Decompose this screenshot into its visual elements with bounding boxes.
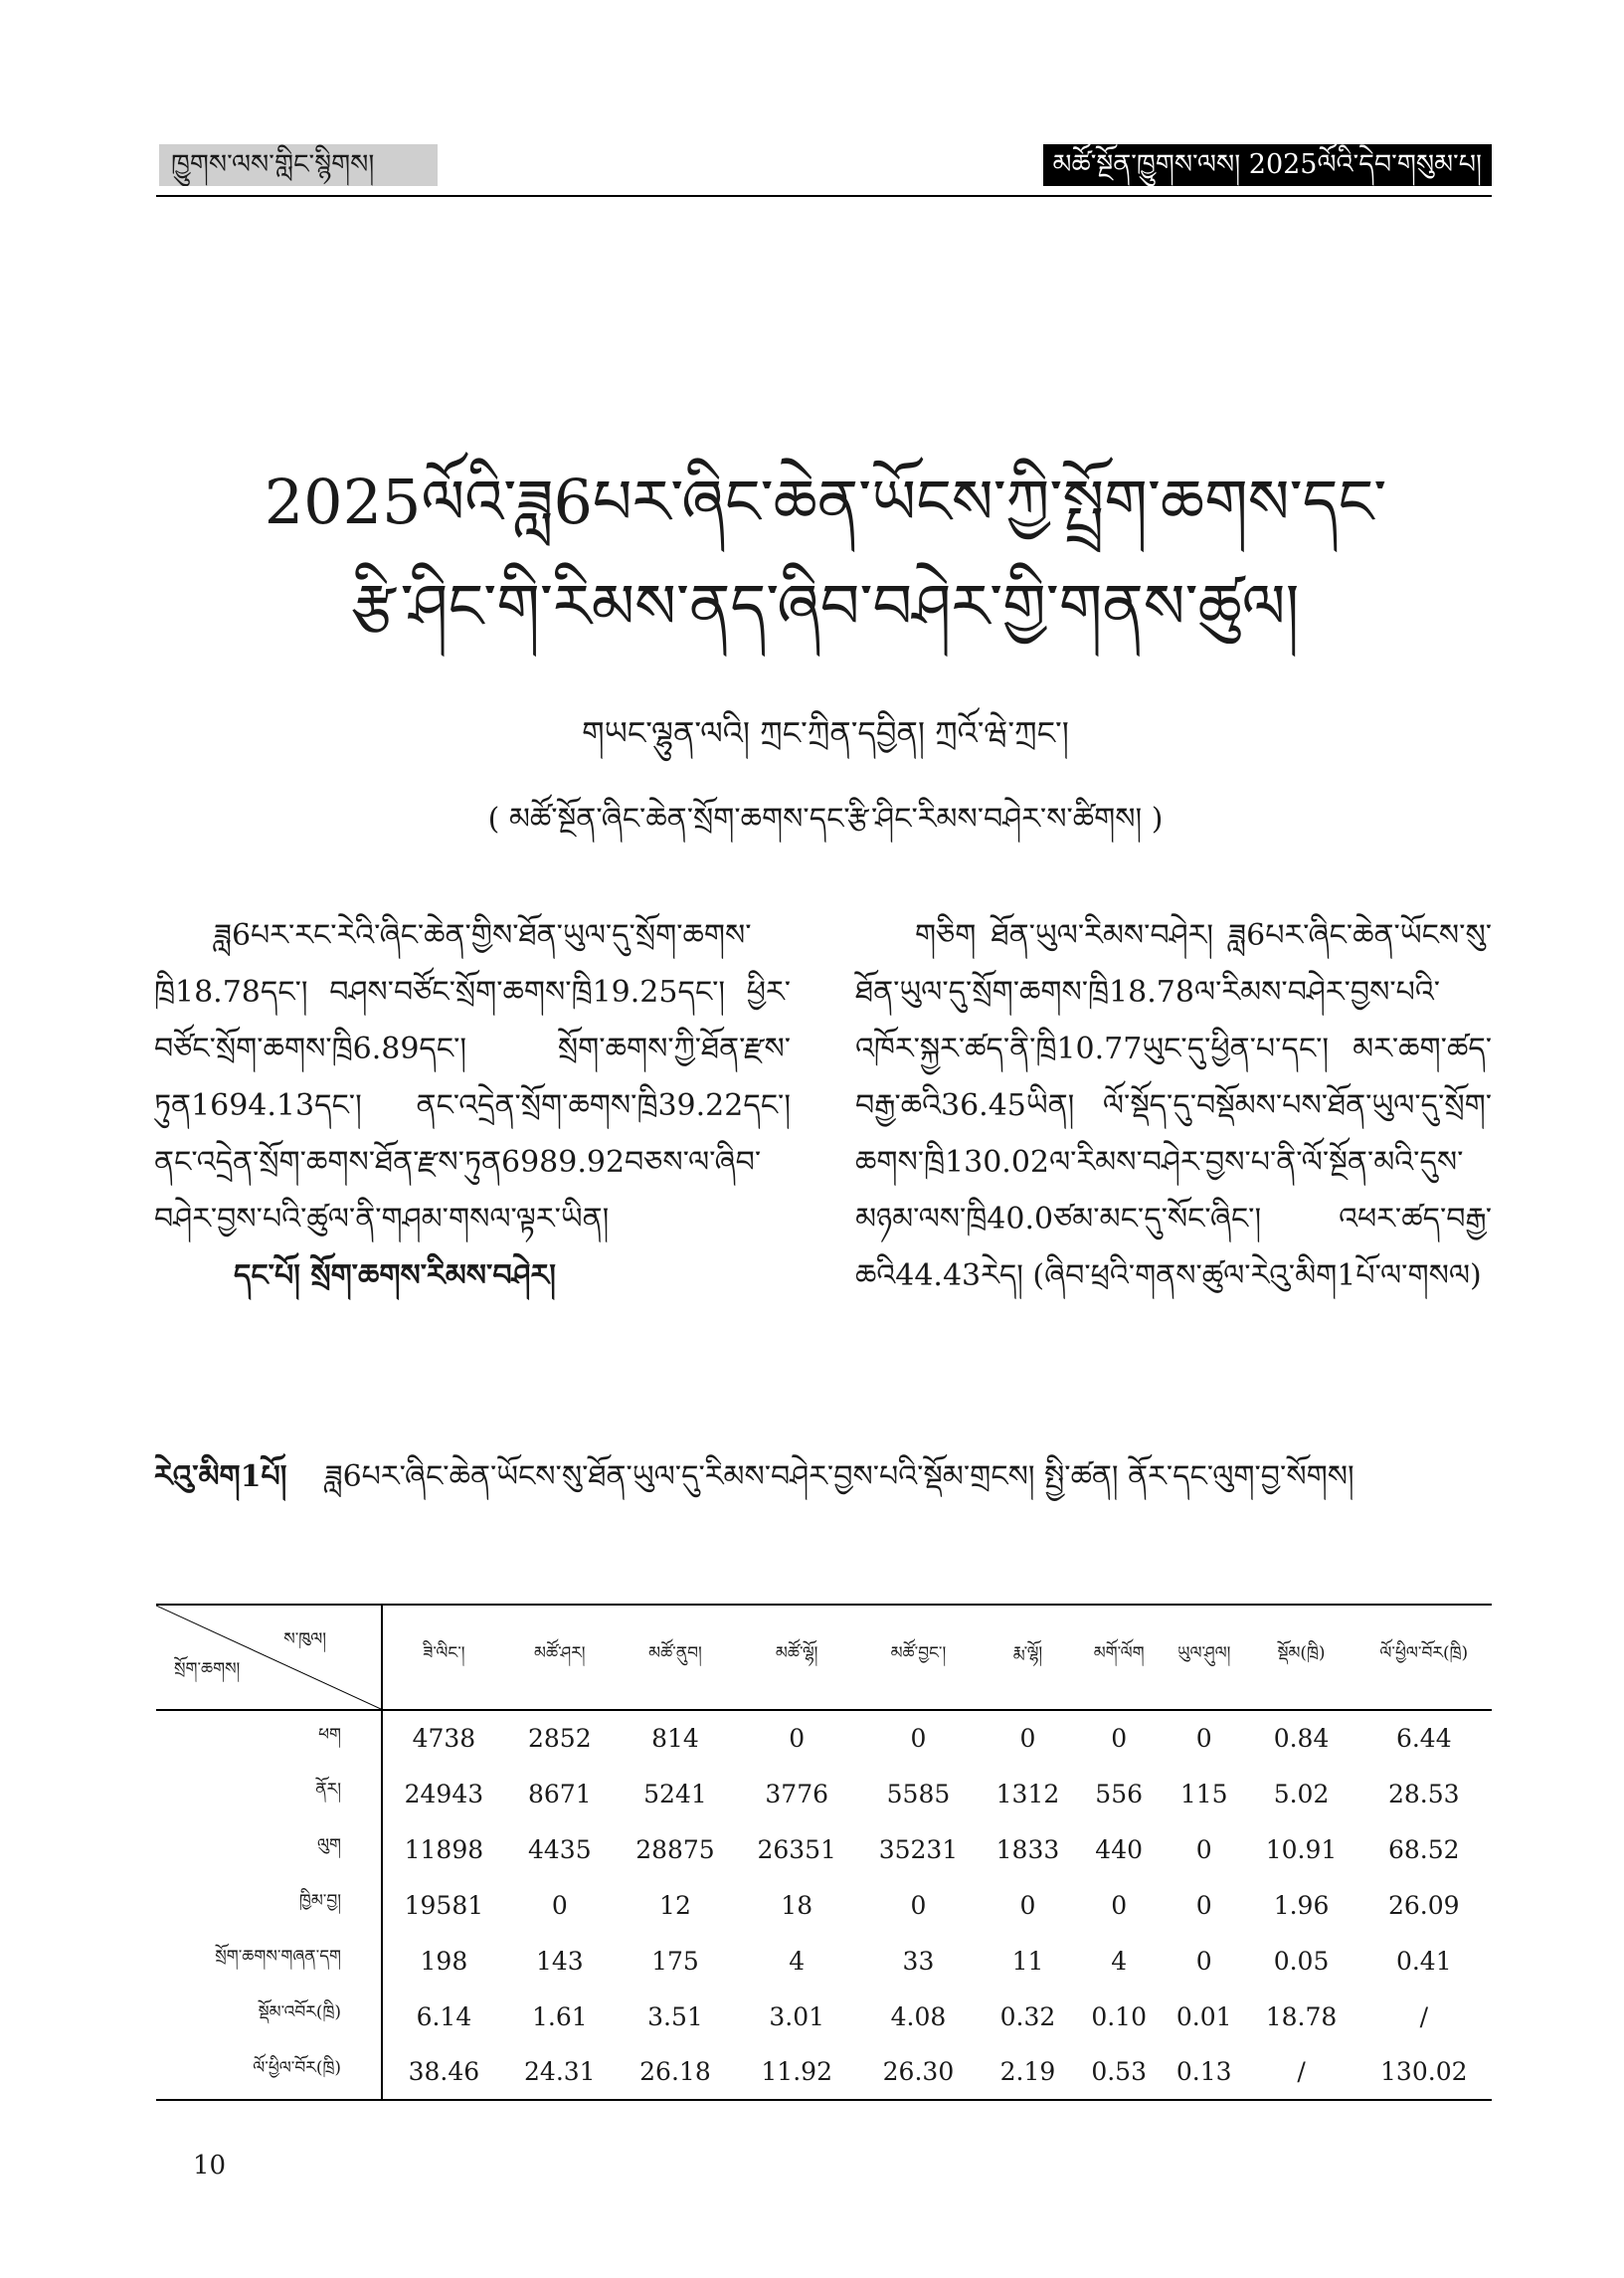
table-cell: 4435 <box>528 1834 592 1864</box>
table-cell: 143 <box>535 1946 584 1976</box>
table-cell: 10.91 <box>1265 1834 1338 1864</box>
table-cell: 3776 <box>765 1779 829 1808</box>
page-number: 10 <box>193 2151 227 2181</box>
table-cell: 0 <box>1195 1946 1212 1976</box>
table-cell: 35231 <box>878 1834 959 1864</box>
table-cell: 0 <box>1111 1724 1128 1753</box>
table-cell: 3.51 <box>647 2001 703 2031</box>
row-header: ལོ་ཕྱིལ་བོར(ཁྲི) <box>156 2044 382 2100</box>
table-cell: 4.08 <box>890 2001 947 2031</box>
table-cell: 130.02 <box>1380 2057 1468 2086</box>
table-row <box>156 1821 1492 1877</box>
header-rule <box>156 195 1492 197</box>
row-header: སྡོམ་འབོར(ཁྲི) <box>156 1989 382 2044</box>
row-header: ནོར། <box>156 1766 382 1821</box>
table-cell: 0.41 <box>1395 1946 1452 1976</box>
table-cell: 8671 <box>528 1779 592 1808</box>
table-cell: 1312 <box>995 1779 1060 1808</box>
table-row <box>156 1933 1492 1989</box>
row-header: ལུག <box>156 1821 382 1877</box>
table-cell: 0 <box>1195 1834 1212 1864</box>
table-cell: 0.13 <box>1175 2057 1232 2086</box>
table-cell: 0.05 <box>1273 1946 1330 1976</box>
section-header: ཁྱུགས་ལས་གླིང་སྙིགས། <box>159 144 438 186</box>
body-paragraph: གཅིག ཐོན་ཡུལ་རིམས་བཤེར། ཟླ6པར་ཞིང་ཆེན་ཡོངས་སུ་ཐོན་ཡུལ་དུ་སྲོག་ཆགས་ཁྲི18.78ལ་རིམས་བཤེར་བྱས་པའི་འཁོར་སྐྱར་ཚད་ནི་ཁྲི10.77ཡུང་དུ་ཕྱིན་པ་དང་། མར་ཆག་ཚད་བརྒྱ་ཆའི36.45ཡིན། ལོ་སྡོད་དུ་བསྡོམས་པས་ཐོན་ཡུལ་དུ་སྲོག་ཆགས་ཁྲི130.02ལ་རིམས་བཤེར་བྱས་པ་ནི་ལོ་སྔོན་མའི་དུས་མཉམ་ལས་ཁྲི40.0ཙམ་མང་དུ་སོང་ཞིང་། འཕར་ཚད་བརྒྱ་ཆའི44.43རེད། (ཞིབ་ཕྲའི་གནས་ཚུལ་རེའུ་མིག1པོ་ལ་གསལ) <box>855 918 1492 1293</box>
article-title-line-2: རྩི་ཤིང་གི་རིམས་ནད་ཞིབ་བཤེར་གྱི་གནས་ཚུལ། <box>351 570 1300 643</box>
column-header: སྡོམ(ཁྲི) <box>1277 1643 1326 1663</box>
table-cell: 5585 <box>886 1779 951 1808</box>
column-header: མགོ་ལོག <box>1093 1643 1145 1663</box>
table-cell: 24.31 <box>524 2057 596 2086</box>
table-cell: 1.96 <box>1273 1890 1330 1920</box>
table-cell: 175 <box>651 1946 699 1976</box>
table-row <box>156 1989 1492 2044</box>
table-cell: 1.61 <box>531 2001 588 2031</box>
table-row <box>156 1766 1492 1821</box>
table-cell: 11898 <box>404 1834 484 1864</box>
table-cell: 28875 <box>635 1834 715 1864</box>
table-cell: 0.32 <box>999 2001 1056 2031</box>
row-header: ཕག <box>156 1710 382 1766</box>
table-cell: 814 <box>651 1724 699 1753</box>
table-cell: / <box>1297 2057 1306 2086</box>
table-cell: 5241 <box>643 1779 707 1808</box>
table-cell: 12 <box>659 1890 691 1920</box>
table-cell: 6.44 <box>1395 1724 1452 1753</box>
table-header-row <box>156 1605 1492 1710</box>
table-cell: 1833 <box>995 1834 1060 1864</box>
body-paragraph: ཟླ6པར་རང་རེའི་ཞིང་ཆེན་གྱིས་ཐོན་ཡུལ་དུ་སྲོག་ཆགས་ཁྲི18.78དང་། བཤས་བཙོང་སྲོག་ཆགས་ཁྲི19.25དང་། ཕྱིར་བཙོང་སྲོག་ཆགས་ཁྲི6.89དང་། སྲོག་ཆགས་ཀྱི་ཐོན་རྫས་ཏུན1694.13དང་། ནང་འདྲེན་སྲོག་ཆགས་ཁྲི39.22དང་། ནང་འདྲེན་སྲོག་ཆགས་ཐོན་རྫས་ཏུན6989.92བཅས་ལ་ཞིབ་བཤེར་བྱས་པའི་ཚུལ་ནི་གཤམ་གསལ་ལྟར་ཡིན། <box>154 918 791 1236</box>
table-cell: 556 <box>1095 1779 1144 1808</box>
column-header: ཡུལ་ཤུལ། <box>1177 1643 1231 1663</box>
table-cell: 115 <box>1179 1779 1228 1808</box>
journal-header: མཚོ་སྔོན་ཁྱུགས་ལས། 2025ལོའི་དེབ་གསུམ་པ། <box>1043 144 1492 186</box>
table-cell: 0 <box>1195 1890 1212 1920</box>
table-cell: 0 <box>910 1890 927 1920</box>
table-cell: 26351 <box>757 1834 836 1864</box>
table-cell: 19581 <box>404 1890 484 1920</box>
table-cell: 0 <box>789 1724 806 1753</box>
table-cell: 28.53 <box>1387 1779 1460 1808</box>
body-column-left <box>154 907 791 1304</box>
table-cell: 0 <box>910 1724 927 1753</box>
table-cell: 4 <box>789 1946 806 1976</box>
table-cell: 38.46 <box>408 2057 480 2086</box>
table-cell: 3.01 <box>769 2001 825 2031</box>
table-cell: 11.92 <box>761 2057 832 2086</box>
article-title-line-1: 2025ལོའི་ཟླ6པར་ཞིང་ཆེན་ཡོངས་ཀྱི་སྤྲོག་ཆགས་དང་ <box>264 466 1387 538</box>
table-row <box>156 1710 1492 1766</box>
table-caption-label: རེའུ་མིག1པོ། <box>154 1459 287 1494</box>
table-cell: 26.18 <box>639 2057 711 2086</box>
table-cell: 0 <box>1195 1724 1212 1753</box>
table-cell: 68.52 <box>1387 1834 1460 1864</box>
table-cell: 26.09 <box>1387 1890 1460 1920</box>
table-cell: 33 <box>902 1946 935 1976</box>
table-row <box>156 1877 1492 1933</box>
table-cell: 18 <box>781 1890 813 1920</box>
table-cell: 198 <box>420 1946 468 1976</box>
column-header: མཚོ་བྱང་། <box>890 1643 947 1663</box>
table-cell: 18.78 <box>1265 2001 1338 2031</box>
table-cell: 0 <box>1019 1724 1036 1753</box>
author-line: གཡང་ལྷུན་ལའི། ཀྲང་ཀྲིན་དབྱིན། ཀྲའོ་ཝེ་ཀྲང་། <box>582 714 1069 752</box>
column-header: ལོ་ཕྱིལ་བོར(ཁྲི) <box>1379 1643 1469 1663</box>
corner-label-animal: སྲོག་ཆགས། <box>174 1659 241 1679</box>
table-cell: 0 <box>1019 1890 1036 1920</box>
table-cell: 5.02 <box>1273 1779 1330 1808</box>
table-corner-cell <box>156 1605 382 1710</box>
table-cell: 2.19 <box>999 2057 1056 2086</box>
data-table <box>156 1604 1492 2101</box>
table-cell: 4738 <box>412 1724 476 1753</box>
affiliation-line: ( མཚོ་སྔོན་ཞིང་ཆེན་སྲོག་ཆགས་དང་རྩི་ཤིང་རིམས་བཤེར་ས་ཚིགས། ) <box>487 802 1164 837</box>
table-caption <box>154 1447 1492 1507</box>
table-cell: 2852 <box>528 1724 592 1753</box>
body-column-right <box>855 907 1492 1304</box>
table-cell: / <box>1419 2001 1428 2031</box>
table-cell: 0 <box>1111 1890 1128 1920</box>
column-header: མཚོ་ནུབ། <box>648 1643 702 1663</box>
table-cell: 0.01 <box>1175 2001 1232 2031</box>
section-heading: དང་པོ། སྲོག་ཆགས་རིམས་བཤེར། <box>234 1258 556 1293</box>
table-row <box>156 2044 1492 2100</box>
table-caption-text: ཟླ6པར་ཞིང་ཆེན་ཡོངས་སུ་ཐོན་ཡུལ་དུ་རིམས་བཤེར་བྱས་པའི་སྡོམ་གྲངས། སྤྱི་ཚན། ནོར་དང་ལུག་བྱ་སོགས། <box>324 1459 1354 1494</box>
row-header: ཁྱིམ་བྱ། <box>156 1877 382 1933</box>
table-cell: 11 <box>1011 1946 1044 1976</box>
table-cell: 4 <box>1111 1946 1128 1976</box>
table-cell: 0.53 <box>1091 2057 1147 2086</box>
corner-label-region: ས་ཁུལ། <box>283 1629 326 1649</box>
table-cell: 24943 <box>404 1779 484 1808</box>
table-cell: 26.30 <box>882 2057 955 2086</box>
row-header: སྲོག་ཆགས་གཞན་དག <box>156 1933 382 1989</box>
column-header: མཚོ་ཤར། <box>534 1643 586 1663</box>
column-header: རྨ་ལྷོ། <box>1012 1643 1043 1663</box>
table-cell: 0.84 <box>1273 1724 1330 1753</box>
table-cell: 440 <box>1095 1834 1144 1864</box>
table-cell: 0.10 <box>1091 2001 1147 2031</box>
table-cell: 0 <box>551 1890 568 1920</box>
column-header: མཚོ་ལྷོ། <box>775 1643 818 1663</box>
table-cell: 6.14 <box>416 2001 472 2031</box>
column-header: ཟི་ལིང་། <box>423 1643 465 1663</box>
